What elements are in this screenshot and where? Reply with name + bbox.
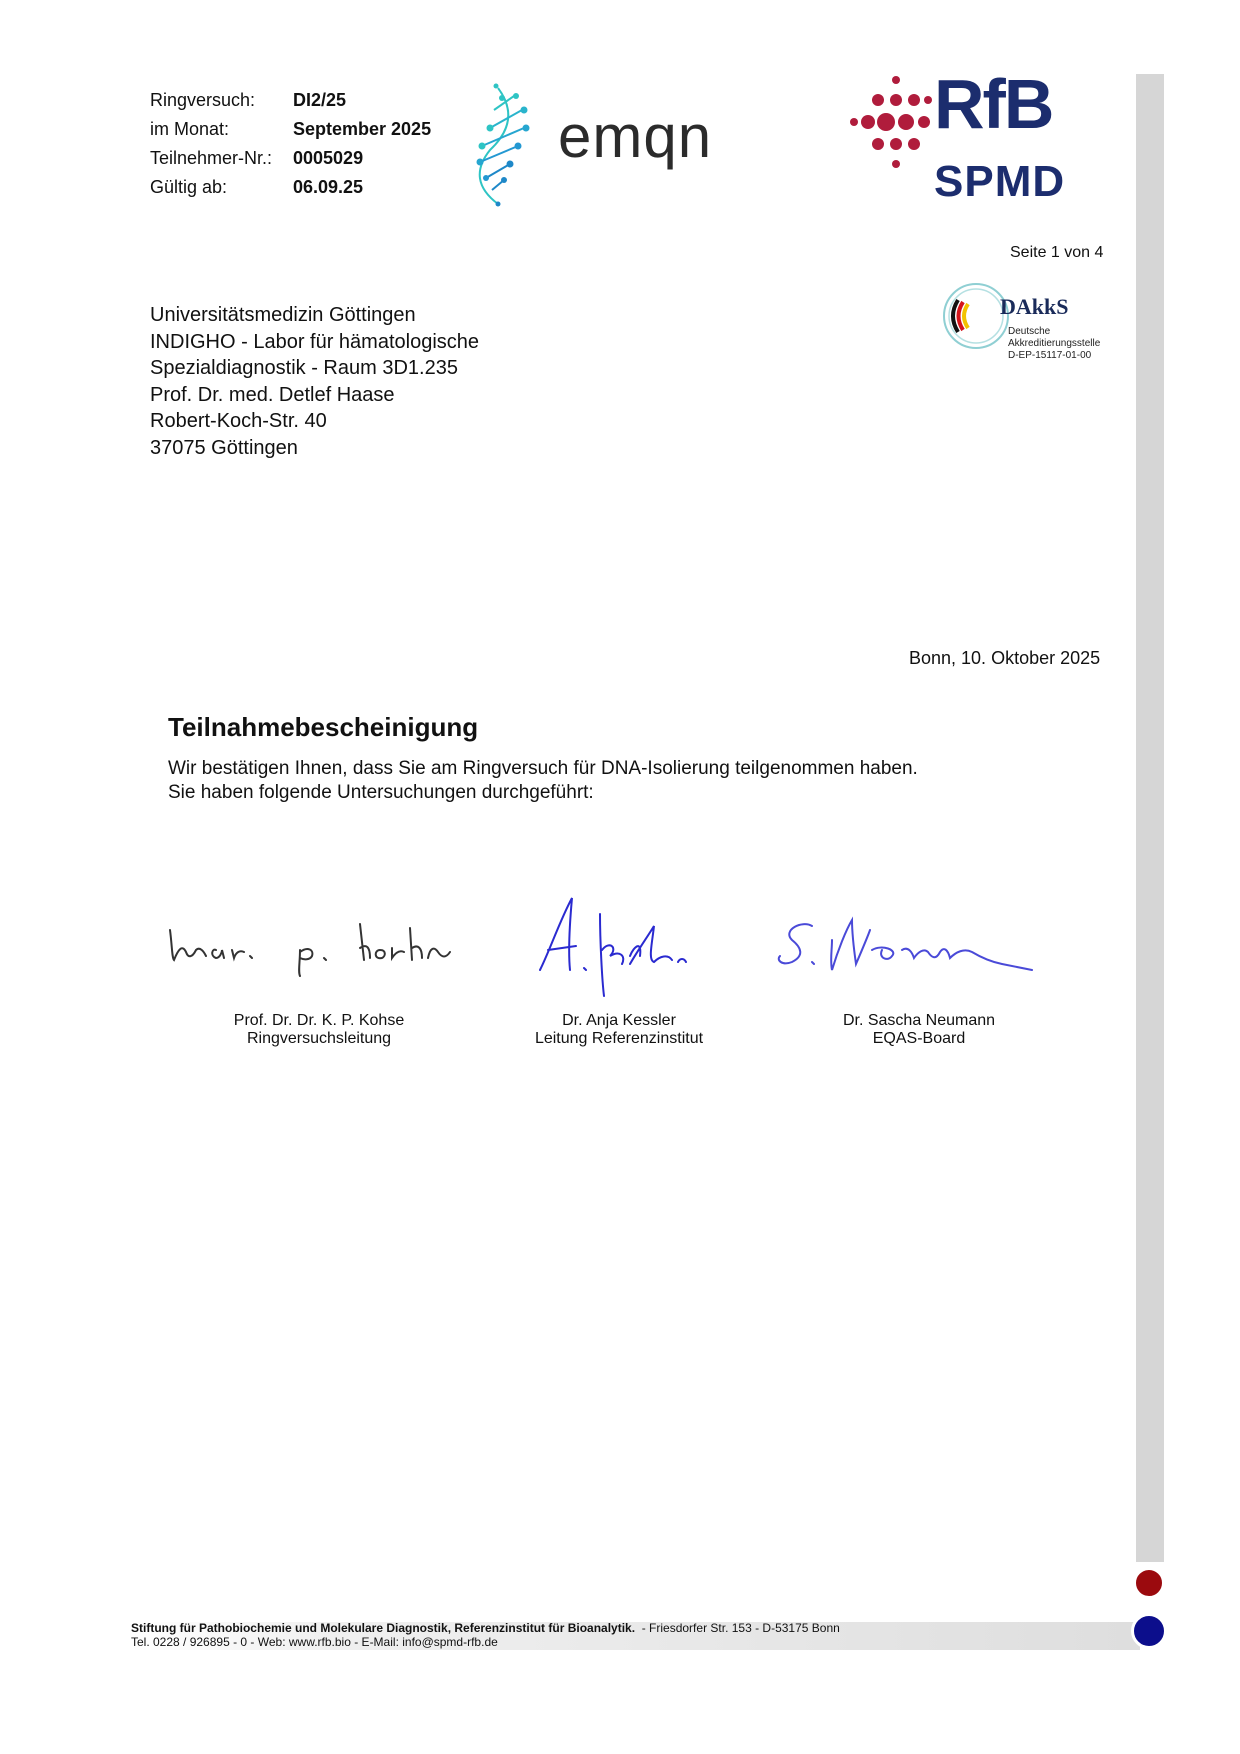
address-line: Robert-Koch-Str. 40 [150,410,327,432]
info-value: September 2025 [293,119,432,139]
signature-caption-kohse [214,1012,424,1048]
footer-organization: Stiftung für Pathobiochemie und Molekulare Diagnostik, Referenzinstitut für Bioanalytik. [131,1621,636,1635]
dakks-line: Deutsche [1008,326,1051,337]
signatory-name: Prof. Dr. Dr. K. P. Kohse [233,1012,405,1029]
info-row-ringversuch [150,86,431,115]
signature-caption-kessler [514,1012,724,1048]
footer-address: - Friesdorfer Str. 153 - D-53175 Bonn [635,1621,840,1635]
dakks-name: DAkkS [1000,294,1069,319]
dakks-accreditation-mark [940,280,1120,370]
signature-neumann [772,890,1062,990]
dakks-line: D-EP-15117-01-00 [1008,350,1092,361]
info-value: DI2/25 [293,90,347,110]
signatory-role: EQAS-Board [872,1030,966,1047]
body-line: Sie haben folgende Untersuchungen durchgeführt: [168,782,594,803]
footer-line-2: Tel. 0228 / 926895 - 0 - Web: www.rfb.bio - E-Mail: info@spmd-rfb.de [131,1635,498,1649]
footer-line-1 [131,1621,840,1635]
rfb-dots-icon [848,76,938,176]
emqn-wordmark: emqn [558,103,713,170]
info-value: 06.09.25 [293,177,364,197]
dakks-details [1008,326,1100,362]
dakks-seal-icon [940,280,1010,360]
spmd-wordmark: SPMD [934,157,1066,206]
address-line: INDIGHO - Labor für hämatologische [150,330,480,353]
signature-kessler [530,890,710,1000]
info-label: Teilnehmer-Nr.: [150,148,273,168]
signatory-name: Dr. Sascha Neumann [842,1012,996,1029]
rfb-wordmark: RfB [934,65,1053,143]
info-row-gueltig [150,173,431,202]
dna-helix-icon [472,80,552,210]
signatory-name: Dr. Anja Kessler [562,1012,676,1029]
body-line: Wir bestätigen Ihnen, dass Sie am Ringversuch für DNA-Isolierung teilgenommen haben. [168,758,918,779]
body-text [168,757,918,805]
footer [131,1621,840,1649]
participation-info [150,86,431,202]
blue-dot-icon [1131,1613,1167,1649]
side-bar [1136,74,1164,1562]
info-value: 0005029 [293,148,364,168]
emqn-logo [472,80,742,210]
document-title: Teilnahmebescheinigung [168,712,479,742]
page-number: Seite 1 von 4 [1010,244,1104,261]
signature-caption-neumann [814,1012,1024,1048]
address-line: Prof. Dr. med. Detlef Haase [150,383,395,406]
signatory-role: Ringversuchsleitung [246,1030,392,1047]
address-line: Universitätsmedizin Göttingen [150,304,416,326]
info-row-teilnehmer [150,144,431,173]
address-line: 37075 Göttingen [150,436,298,459]
info-label: Gültig ab: [150,177,228,197]
info-label: im Monat: [150,119,230,139]
info-row-monat [150,115,431,144]
signature-kohse [160,900,480,980]
letter-date: Bonn, 10. Oktober 2025 [909,648,1101,668]
recipient-address [150,302,479,461]
red-dot-icon [1133,1567,1165,1599]
info-label: Ringversuch: [150,90,256,110]
dakks-line: Akkreditierungsstelle [1008,338,1101,349]
address-line: Spezialdiagnostik - Raum 3D1.235 [150,357,458,379]
rfb-spmd-logo [848,65,1128,212]
signatory-role: Leitung Referenzinstitut [534,1030,704,1047]
